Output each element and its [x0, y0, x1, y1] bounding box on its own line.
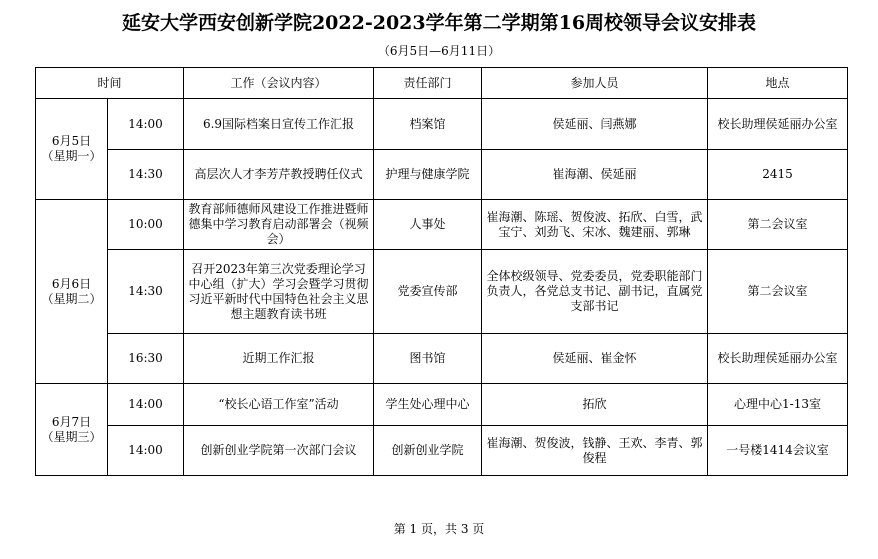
row-location: 2415	[708, 150, 848, 200]
row-people: 侯延丽、崔金怀	[482, 334, 708, 384]
row-location: 心理中心1-13室	[708, 384, 848, 426]
row-dept: 创新创业学院	[374, 426, 482, 476]
day-weekday: （星期三）	[41, 429, 102, 444]
day-date: 6月6日	[51, 276, 92, 291]
table-row	[36, 250, 848, 334]
day-weekday: （星期一）	[41, 149, 102, 163]
table-row	[36, 384, 848, 426]
row-location: 第二会议室	[708, 200, 848, 250]
table-row	[36, 426, 848, 476]
row-people: 侯延丽、闫燕娜	[482, 99, 708, 150]
row-work: 教育部师德师风建设工作推进暨师德集中学习教育启动部署会（视频会）	[184, 200, 374, 250]
header-location: 地点	[708, 68, 848, 99]
row-dept: 学生处心理中心	[374, 384, 482, 426]
row-time: 10:00	[108, 200, 184, 250]
page-footer: 第 1 页，共 3 页	[393, 522, 485, 536]
row-people: 崔海潮、侯延丽	[482, 150, 708, 200]
table-row	[36, 150, 848, 200]
row-time: 14:00	[108, 99, 184, 150]
row-location: 第二会议室	[708, 250, 848, 334]
row-work: 创新创业学院第一次部门会议	[184, 426, 374, 476]
table-row	[36, 334, 848, 384]
header-dept: 责任部门	[374, 68, 482, 99]
row-time: 14:30	[108, 150, 184, 200]
page-title: 延安大学西安创新学院2022-2023学年第二学期第16周校领导会议安排表	[121, 12, 757, 34]
header-time: 时间	[36, 68, 184, 99]
day-cell	[36, 200, 108, 384]
row-time: 14:00	[108, 426, 184, 476]
row-time: 14:30	[108, 250, 184, 334]
schedule-table	[35, 67, 848, 476]
day-date: 6月5日	[51, 134, 92, 148]
row-work: 召开2023年第三次党委理论学习中心组（扩大）学习会暨学习贯彻习近平新时代中国特色社会主义思想主题教育读书班	[184, 250, 374, 334]
header-people: 参加人员	[482, 68, 708, 99]
row-location: 一号楼1414会议室	[708, 426, 848, 476]
table-row	[36, 200, 848, 250]
row-work: 6.9国际档案日宣传工作汇报	[184, 99, 374, 150]
day-weekday: （星期二）	[41, 291, 102, 306]
day-date: 6月7日	[51, 414, 92, 429]
row-people: 崔海潮、陈瑶、贺俊波、拓欣、白雪，武宝宁、刘劲飞、宋冰、魏建丽、郭琳	[482, 200, 708, 250]
row-dept: 党委宣传部	[374, 250, 482, 334]
row-dept: 档案馆	[374, 99, 482, 150]
row-work: “校长心语工作室”活动	[184, 384, 374, 426]
table-header-row	[36, 68, 848, 99]
day-cell	[36, 99, 108, 200]
header-work: 工作（会议内容）	[184, 68, 374, 99]
row-location: 校长助理侯延丽办公室	[708, 99, 848, 150]
row-time: 14:00	[108, 384, 184, 426]
row-work: 高层次人才李芳芹教授聘任仪式	[184, 150, 374, 200]
row-dept: 护理与健康学院	[374, 150, 482, 200]
table-row	[36, 99, 848, 150]
row-time: 16:30	[108, 334, 184, 384]
date-range-subtitle: （6月5日—6月11日）	[377, 44, 501, 58]
row-work: 近期工作汇报	[184, 334, 374, 384]
row-dept: 图书馆	[374, 334, 482, 384]
row-location: 校长助理侯延丽办公室	[708, 334, 848, 384]
day-cell	[36, 384, 108, 476]
row-people: 崔海潮、贺俊波，钱静、王欢、李青、郭俊程	[482, 426, 708, 476]
row-people: 拓欣	[482, 384, 708, 426]
row-people: 全体校级领导、党委委员，党委职能部门负责人，各党总支书记、副书记，直属党支部书记	[482, 250, 708, 334]
row-dept: 人事处	[374, 200, 482, 250]
